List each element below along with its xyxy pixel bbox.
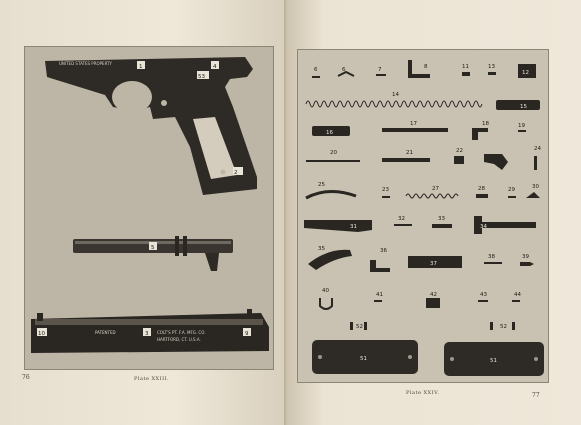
part-label-11: 11 <box>462 64 469 70</box>
parts-row-7 <box>308 250 534 272</box>
part-label-40: 40 <box>322 288 329 294</box>
right-page <box>288 0 581 425</box>
part-label-22: 22 <box>456 148 463 154</box>
part-label-19: 19 <box>518 123 525 129</box>
part-label-37: 37 <box>430 261 437 267</box>
parts-row-6 <box>304 216 536 234</box>
plate-xxiii-photo <box>24 46 274 370</box>
part-label-15: 15 <box>520 104 527 110</box>
part-label-43: 43 <box>480 292 487 298</box>
slide-location-marking: HARTFORD, CT. U.S.A. <box>157 337 201 342</box>
part-label-18: 18 <box>482 121 489 127</box>
part-label-34: 34 <box>480 224 487 230</box>
part-label-8: 8 <box>424 64 428 70</box>
part-label-14: 14 <box>392 92 399 98</box>
left-page-number: 76 <box>22 374 30 381</box>
part-label-52-left: 52 <box>356 324 363 330</box>
part-label-35: 35 <box>318 246 325 252</box>
plate-xxiv-photo <box>297 49 549 383</box>
part-label-27: 27 <box>432 186 439 192</box>
grip-screws <box>350 322 515 330</box>
part-label-30: 30 <box>532 184 539 190</box>
part-label-21: 21 <box>406 150 413 156</box>
parts-row-4 <box>306 154 537 170</box>
part-label-4: 4 <box>213 64 217 70</box>
part-label-9: 9 <box>245 331 249 337</box>
part-label-7: 7 <box>378 67 382 73</box>
slide-maker-marking: COLT'S PT. F.A. MFG. CO. <box>157 330 206 335</box>
right-plate-caption: Plate XXIV. <box>406 390 440 396</box>
part-label-51-left: 51 <box>360 356 367 362</box>
part-label-53: 53 <box>198 74 205 80</box>
part-label-2-frame: 2 <box>234 170 238 176</box>
part-label-32: 32 <box>398 216 405 222</box>
parts-row-8 <box>320 298 520 309</box>
part-label-42: 42 <box>430 292 437 298</box>
part-label-33: 33 <box>438 216 445 222</box>
left-page <box>0 0 288 425</box>
part-label-52-right: 52 <box>500 324 507 330</box>
part-label-6b: 6 <box>342 67 346 73</box>
right-page-number: 77 <box>532 392 540 399</box>
recoil-spring <box>306 100 540 110</box>
part-label-1: 1 <box>139 64 143 70</box>
part-label-12: 12 <box>522 70 529 76</box>
part-label-3: 3 <box>145 331 149 337</box>
part-label-39: 39 <box>522 254 529 260</box>
left-plate-caption: Plate XXIII. <box>134 376 170 382</box>
part-label-13: 13 <box>488 64 495 70</box>
parts-row-5 <box>306 191 540 198</box>
part-label-25: 25 <box>318 182 325 188</box>
part-label-23: 23 <box>382 187 389 193</box>
part-label-38: 38 <box>488 254 495 260</box>
pistol-frame <box>45 57 257 195</box>
frame-markings: UNITED STATES PROPERTY <box>59 61 112 66</box>
parts-row-3 <box>312 126 526 140</box>
part-label-51-right: 51 <box>490 358 497 364</box>
part-label-41: 41 <box>376 292 383 298</box>
part-label-5: 5 <box>151 245 155 251</box>
part-label-29: 29 <box>508 187 515 193</box>
plate-xxiv-svg <box>298 50 548 382</box>
part-label-36: 36 <box>380 248 387 254</box>
part-label-17: 17 <box>410 121 417 127</box>
grip-panels <box>312 340 544 376</box>
part-label-28: 28 <box>478 186 485 192</box>
part-label-20: 20 <box>330 150 337 156</box>
barrel <box>73 236 233 271</box>
part-label-31: 31 <box>350 224 357 230</box>
slide-patent-marking: PATENTED <box>95 330 116 335</box>
part-label-24: 24 <box>534 146 541 152</box>
part-label-10: 10 <box>38 331 45 337</box>
part-label-16: 16 <box>326 130 333 136</box>
plate-xxiii-svg <box>25 47 273 369</box>
part-label-44: 44 <box>514 292 521 298</box>
part-label-6: 6 <box>314 67 318 73</box>
